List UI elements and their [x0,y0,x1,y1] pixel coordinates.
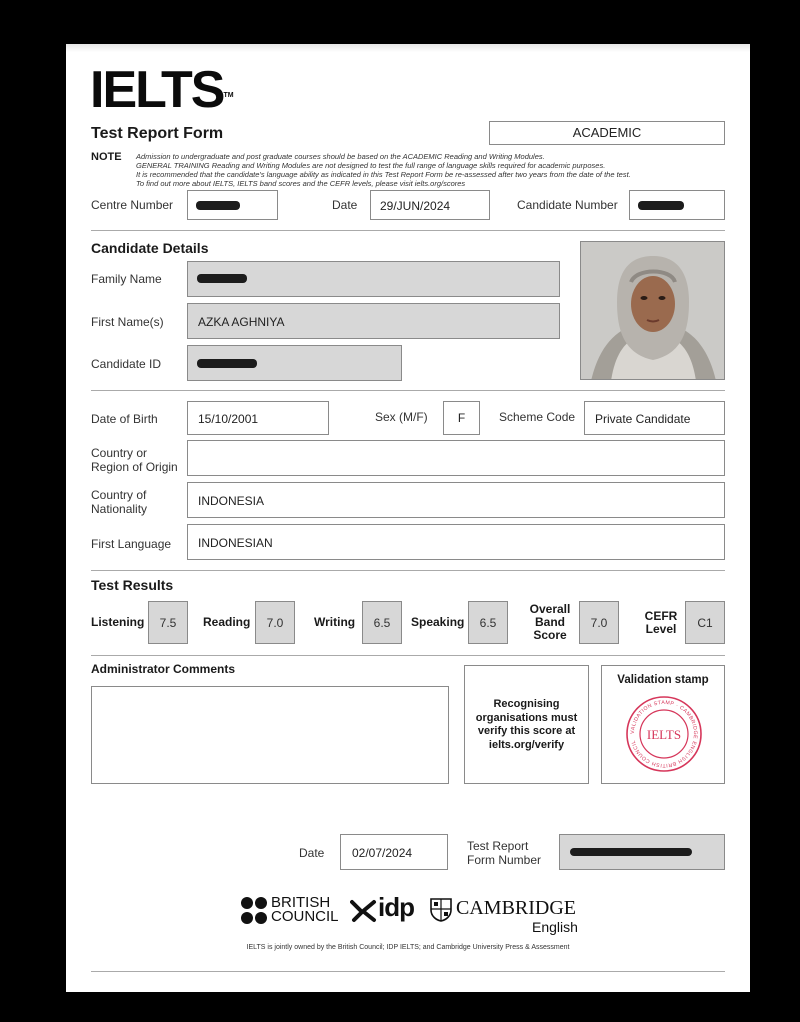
country-origin-label [91,446,178,474]
country-origin-field [187,440,725,476]
redaction-mark [638,201,684,210]
first-name-value: AZKA AGHNIYA [198,315,285,329]
issue-date-value: 02/07/2024 [352,846,413,860]
dob-value: 15/10/2001 [198,412,259,426]
issue-date-label: Date [299,846,325,860]
overall-score: 7.0 [579,601,619,644]
country-origin-label-line: Region of Origin [91,460,178,474]
idp-mark-icon [350,898,378,924]
sex-field [443,401,480,435]
validation-stamp-icon [624,694,704,774]
scheme-code-label: Scheme Code [499,410,576,424]
test-results-heading: Test Results [91,577,174,593]
test-date-label: Date [332,198,358,212]
first-language-field [187,524,725,560]
centre-number-label: Centre Number [91,198,174,212]
overall-label-line: Band [535,615,565,629]
redaction-mark [570,848,692,856]
divider [91,230,725,231]
family-name-label: Family Name [91,272,162,286]
trf-number-field [559,834,725,870]
verify-line: verify this score at [477,725,576,737]
divider [91,570,725,571]
cefr-label [641,610,681,636]
test-date-value: 29/JUN/2024 [380,199,451,213]
overall-label [528,603,572,642]
scheme-code-field [584,401,725,435]
reading-score: 7.0 [255,601,295,644]
nationality-label-line: Nationality [91,502,148,516]
verify-notice-box [464,665,589,784]
module-value: ACADEMIC [572,125,642,140]
british-council-line: COUNCIL [271,908,339,925]
page-top-shade [66,44,750,52]
candidate-photo [580,241,725,380]
divider [91,390,725,391]
british-council-dots-icon [240,896,270,926]
reading-label: Reading [203,615,251,629]
cefr-label-line: CEFR [644,609,678,623]
nationality-field [187,482,725,518]
family-name-field [187,261,560,297]
cambridge-shield-icon [430,898,452,922]
verify-line: organisations must [475,711,578,724]
listening-score: 7.5 [148,601,188,644]
note-label: NOTE [91,151,122,163]
speaking-label: Speaking [411,615,465,629]
note-line: Admission to undergraduate and post graduate courses should be based on the ACADEMIC Reading and Writing Modules. [136,152,545,161]
cefr-label-line: Level [645,622,677,636]
cambridge-english-text: English [532,919,578,935]
centre-number-field [187,190,278,220]
form-title: Test Report Form [91,125,224,142]
cambridge-text: CAMBRIDGE [456,897,577,919]
verify-notice-text [465,698,588,752]
candidate-id-label: Candidate ID [91,357,162,371]
dob-label: Date of Birth [91,412,158,426]
candidate-number-label: Candidate Number [517,198,618,212]
speaking-score: 6.5 [468,601,508,644]
module-box [489,121,725,145]
trf-number-label [467,839,541,867]
note-line: It is recommended that the candidate's language ability as indicated in this Test Report Form be re-assessed after two years from the date of the test. [136,170,631,179]
british-council-line: BRITISH [271,894,331,911]
ownership-statement: IELTS is jointly owned by the British Council; IDP IELTS; and Cambridge University Press & Assessment [246,944,570,951]
nationality-value: INDONESIA [198,494,265,508]
note-text [136,152,696,188]
redaction-mark [197,359,257,368]
stamp-center-text: IELTS [646,727,682,742]
writing-score: 6.5 [362,601,402,644]
sex-label: Sex (M/F) [375,410,428,424]
dob-field [187,401,329,435]
country-origin-label-line: Country or [91,446,148,460]
sex-value: F [457,411,466,425]
stamp-ring-text: VALIDATION STAMP · CAMBRIDGE ENGLISH BRITISH COUNCIL [629,699,699,769]
candidate-id-field [187,345,402,381]
listening-label: Listening [91,615,145,629]
portrait-icon [581,242,725,380]
cefr-level: C1 [685,601,725,644]
validation-stamp-title: Validation stamp [617,674,709,686]
candidate-details-heading: Candidate Details [91,240,209,256]
divider [91,971,725,972]
first-language-label: First Language [91,537,172,551]
trademark-mark: TM [223,92,234,99]
note-line: GENERAL TRAINING Reading and Writing Modules are not designed to test the full range of language skills required for academic purposes. [136,161,606,170]
first-name-field [187,303,560,339]
admin-comments-label: Administrator Comments [91,662,236,676]
candidate-number-field [629,190,725,220]
nationality-label-line: Country of [91,488,147,502]
overall-label-line: Score [533,628,567,642]
overall-label-line: Overall [529,602,571,616]
scheme-code-value: Private Candidate [595,412,691,426]
ielts-logo: IELTS™ [90,61,234,119]
test-date-field [370,190,490,220]
issue-date-field [340,834,448,870]
divider [91,655,725,656]
redaction-mark [196,201,240,210]
trf-number-label-line: Form Number [467,853,542,867]
redaction-mark [197,274,247,283]
verify-line: Recognising [493,698,560,710]
writing-label: Writing [314,615,356,629]
first-name-label: First Name(s) [91,315,164,329]
note-line: To find out more about IELTS, IELTS band scores and the CEFR levels, please visit ielts.org/scores [136,179,466,188]
first-language-value: INDONESIAN [198,536,273,550]
validation-stamp-box [601,665,725,784]
admin-comments-field [91,686,449,784]
nationality-label [91,488,147,516]
idp-text: idp [378,892,414,922]
verify-line: ielts.org/verify [488,738,565,751]
trf-number-label-line: Test Report [467,839,529,853]
